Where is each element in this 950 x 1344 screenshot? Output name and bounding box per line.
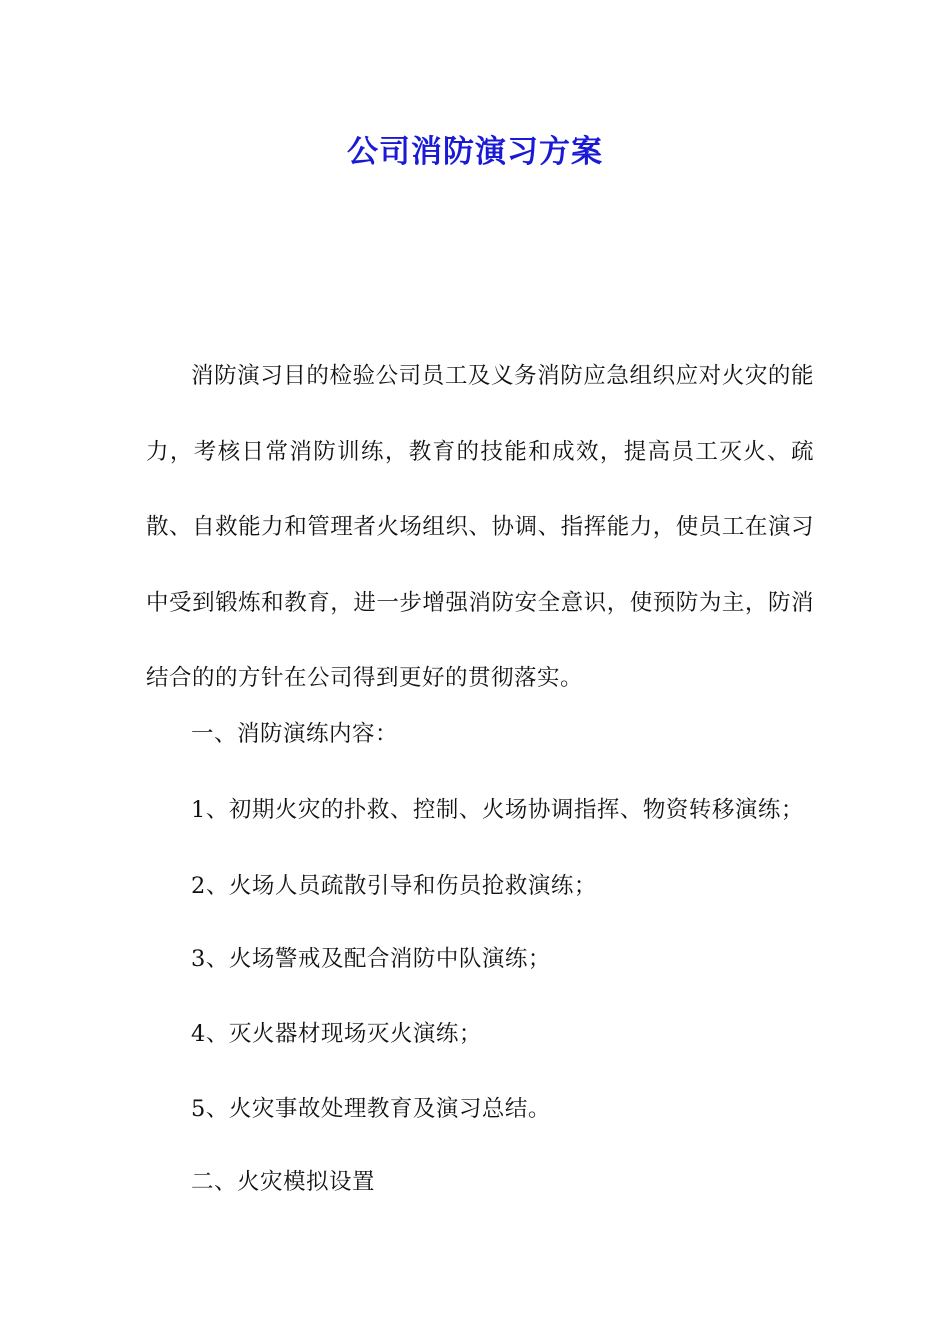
list-item: 4、灭火器材现场灭火演练； xyxy=(191,1021,482,1047)
document-title: 公司消防演习方案 xyxy=(347,134,603,170)
intro-paragraph: 消防演习目的检验公司员工及义务消防应急组织应对火灾的能力，考核日常消防训练，教育的技能和成效，提高员工灭火、疏散、自救能力和管理者火场组织、协调、指挥能力，使员工在演习中受到锻炼和教育，进一步增强消防安全意识，使预防为主，防消结合的的方针在公司得到更好的贯彻落实。 xyxy=(146,363,814,691)
list-item: 5、火灾事故处理教育及演习总结。 xyxy=(191,1096,551,1122)
list-item: 3、火场警戒及配合消防中队演练； xyxy=(191,946,551,972)
section-heading-fire-simulation: 二、火灾模拟设置 xyxy=(191,1169,376,1195)
list-item: 2、火场人员疏散引导和伤员抢救演练； xyxy=(191,873,597,899)
section-heading-drill-content: 一、消防演练内容： xyxy=(191,721,399,747)
list-item: 1、初期火灾的扑救、控制、火场协调指挥、物资转移演练； xyxy=(191,797,804,823)
